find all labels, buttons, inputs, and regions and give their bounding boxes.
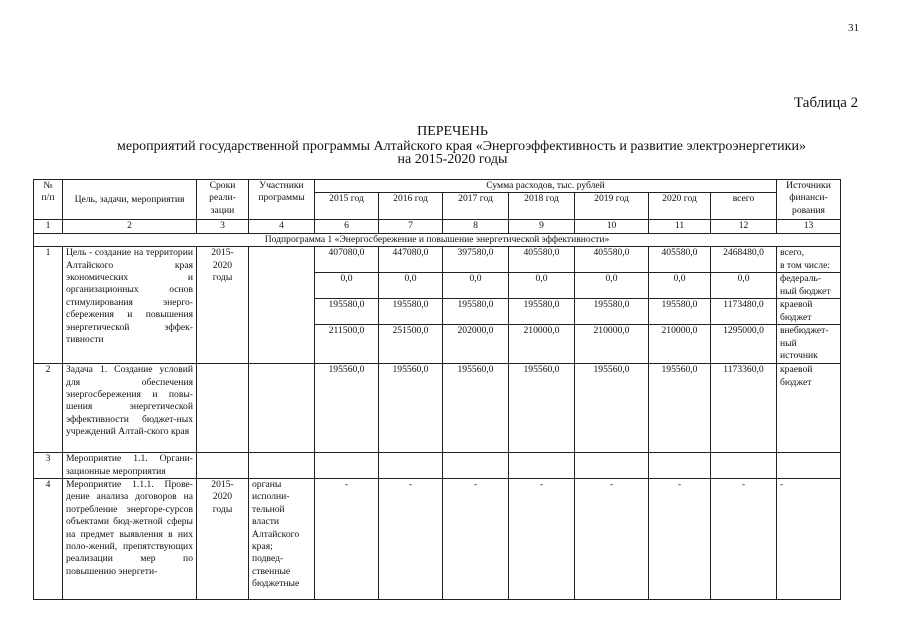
- row-participants: [249, 364, 315, 453]
- value-cell: -: [379, 479, 443, 600]
- row-number: 4: [34, 479, 63, 600]
- column-number: 3: [197, 220, 249, 233]
- row-number: 2: [34, 364, 63, 453]
- value-cell: 195580,0: [509, 299, 575, 325]
- value-cell: [509, 453, 575, 479]
- table-row: [34, 247, 841, 273]
- row-description: Цель - создание на территории Алтайского края экономических и организационных основ стимулирования энерго-сбережения и повышения энергетической эффек-тивности: [63, 247, 197, 364]
- value-cell: 0,0: [443, 273, 509, 299]
- subprogram-title: Подпрограмма 1 «Энергосбережение и повышение энергетической эффективности»: [34, 233, 841, 246]
- header-sum: Сумма расходов, тыс. рублей: [315, 180, 777, 193]
- header-sources: Источники финанси- рования: [777, 180, 841, 220]
- value-cell: -: [443, 479, 509, 600]
- table-row: [34, 479, 841, 600]
- value-cell: 407080,0: [315, 247, 379, 273]
- funding-source: внебюджет- ный источник: [777, 325, 841, 364]
- value-cell: [379, 453, 443, 479]
- column-number: 9: [509, 220, 575, 233]
- row-description: Мероприятие 1.1. Органи-зационные мероприятия: [63, 453, 197, 479]
- header-year: 2020 год: [649, 193, 711, 220]
- row-description: Задача 1. Создание условий для обеспечения энергосбережения и повы-шения энергетической эффективности бюджет-ных учреждений Алтай-ского края: [63, 364, 197, 453]
- value-cell: 211500,0: [315, 325, 379, 364]
- value-cell: 0,0: [649, 273, 711, 299]
- value-cell: 447080,0: [379, 247, 443, 273]
- value-cell: 405580,0: [509, 247, 575, 273]
- funding-source: [777, 453, 841, 479]
- measures-table: [33, 179, 841, 600]
- row-terms: [197, 364, 249, 453]
- value-cell: 195580,0: [575, 299, 649, 325]
- header-terms: Сроки реали- зации: [197, 180, 249, 220]
- column-number-row: [34, 220, 841, 233]
- value-cell: 195560,0: [649, 364, 711, 453]
- value-cell: 0,0: [315, 273, 379, 299]
- value-cell: [649, 453, 711, 479]
- value-cell: 195560,0: [379, 364, 443, 453]
- value-cell: 405580,0: [575, 247, 649, 273]
- row-terms: 2015- 2020 годы: [197, 247, 249, 364]
- total-cell: 2468480,0: [711, 247, 777, 273]
- value-cell: 0,0: [379, 273, 443, 299]
- table-header-row: [34, 180, 841, 193]
- header-year: 2015 год: [315, 193, 379, 220]
- row-number: 1: [34, 247, 63, 364]
- value-cell: 202000,0: [443, 325, 509, 364]
- row-terms: [197, 453, 249, 479]
- column-number: 13: [777, 220, 841, 233]
- table-label: Таблица 2: [794, 95, 859, 111]
- document-title: ПЕРЕЧЕНЬ: [417, 124, 488, 139]
- row-participants: [249, 247, 315, 364]
- value-cell: 210000,0: [649, 325, 711, 364]
- column-number: 10: [575, 220, 649, 233]
- value-cell: 195580,0: [649, 299, 711, 325]
- column-number: 6: [315, 220, 379, 233]
- value-cell: 210000,0: [575, 325, 649, 364]
- row-number: 3: [34, 453, 63, 479]
- header-year: 2019 год: [575, 193, 649, 220]
- value-cell: 195560,0: [443, 364, 509, 453]
- document-period: на 2015-2020 годы: [397, 152, 508, 167]
- value-cell: 195580,0: [443, 299, 509, 325]
- column-number: 1: [34, 220, 63, 233]
- header-year: 2016 год: [379, 193, 443, 220]
- value-cell: 0,0: [575, 273, 649, 299]
- row-description: Мероприятие 1.1.1. Прове-дение анализа договоров на потребление энергоре-сурсов объектами бюд-жетной сферы на предмет выявления в них поло-жений, препятствующих реализации мер по повышению энергети-: [63, 479, 197, 600]
- value-cell: -: [315, 479, 379, 600]
- header-year: 2017 год: [443, 193, 509, 220]
- header-num: № п/п: [34, 180, 63, 220]
- column-number: 4: [249, 220, 315, 233]
- value-cell: -: [509, 479, 575, 600]
- column-number: 7: [379, 220, 443, 233]
- total-cell: 0,0: [711, 273, 777, 299]
- value-cell: 210000,0: [509, 325, 575, 364]
- funding-source: краевой бюджет: [777, 364, 841, 453]
- value-cell: [315, 453, 379, 479]
- header-year: 2018 год: [509, 193, 575, 220]
- total-cell: -: [711, 479, 777, 600]
- funding-source: федераль- ный бюджет: [777, 273, 841, 299]
- document-subtitle: мероприятий государственной программы Алтайского края «Энергоэффективность и развитие электроэнергетики»: [117, 139, 806, 154]
- header-goal: Цель, задачи, мероприятия: [63, 180, 197, 220]
- value-cell: 195580,0: [379, 299, 443, 325]
- total-cell: 1173360,0: [711, 364, 777, 453]
- value-cell: -: [575, 479, 649, 600]
- header-total: всего: [711, 193, 777, 220]
- header-participants: Участники программы: [249, 180, 315, 220]
- total-cell: 1295000,0: [711, 325, 777, 364]
- value-cell: 251500,0: [379, 325, 443, 364]
- funding-source: краевой бюджет: [777, 299, 841, 325]
- value-cell: 397580,0: [443, 247, 509, 273]
- table-row: [34, 453, 841, 479]
- page-number: 31: [848, 22, 859, 34]
- row-terms: 2015- 2020 годы: [197, 479, 249, 600]
- total-cell: 1173480,0: [711, 299, 777, 325]
- funding-source: всего, в том числе:: [777, 247, 841, 273]
- value-cell: 195580,0: [315, 299, 379, 325]
- row-participants: [249, 453, 315, 479]
- value-cell: 195560,0: [575, 364, 649, 453]
- column-number: 8: [443, 220, 509, 233]
- column-number: 11: [649, 220, 711, 233]
- value-cell: 195560,0: [315, 364, 379, 453]
- value-cell: [443, 453, 509, 479]
- value-cell: 195560,0: [509, 364, 575, 453]
- total-cell: [711, 453, 777, 479]
- column-number: 12: [711, 220, 777, 233]
- value-cell: -: [649, 479, 711, 600]
- funding-source: -: [777, 479, 841, 600]
- value-cell: [575, 453, 649, 479]
- value-cell: 0,0: [509, 273, 575, 299]
- column-number: 2: [63, 220, 197, 233]
- value-cell: 405580,0: [649, 247, 711, 273]
- table-row: [34, 364, 841, 453]
- subprogram-row: [34, 233, 841, 246]
- row-participants: органы исполни- тельной власти Алтайского края; подвед- ственные бюджетные: [249, 479, 315, 600]
